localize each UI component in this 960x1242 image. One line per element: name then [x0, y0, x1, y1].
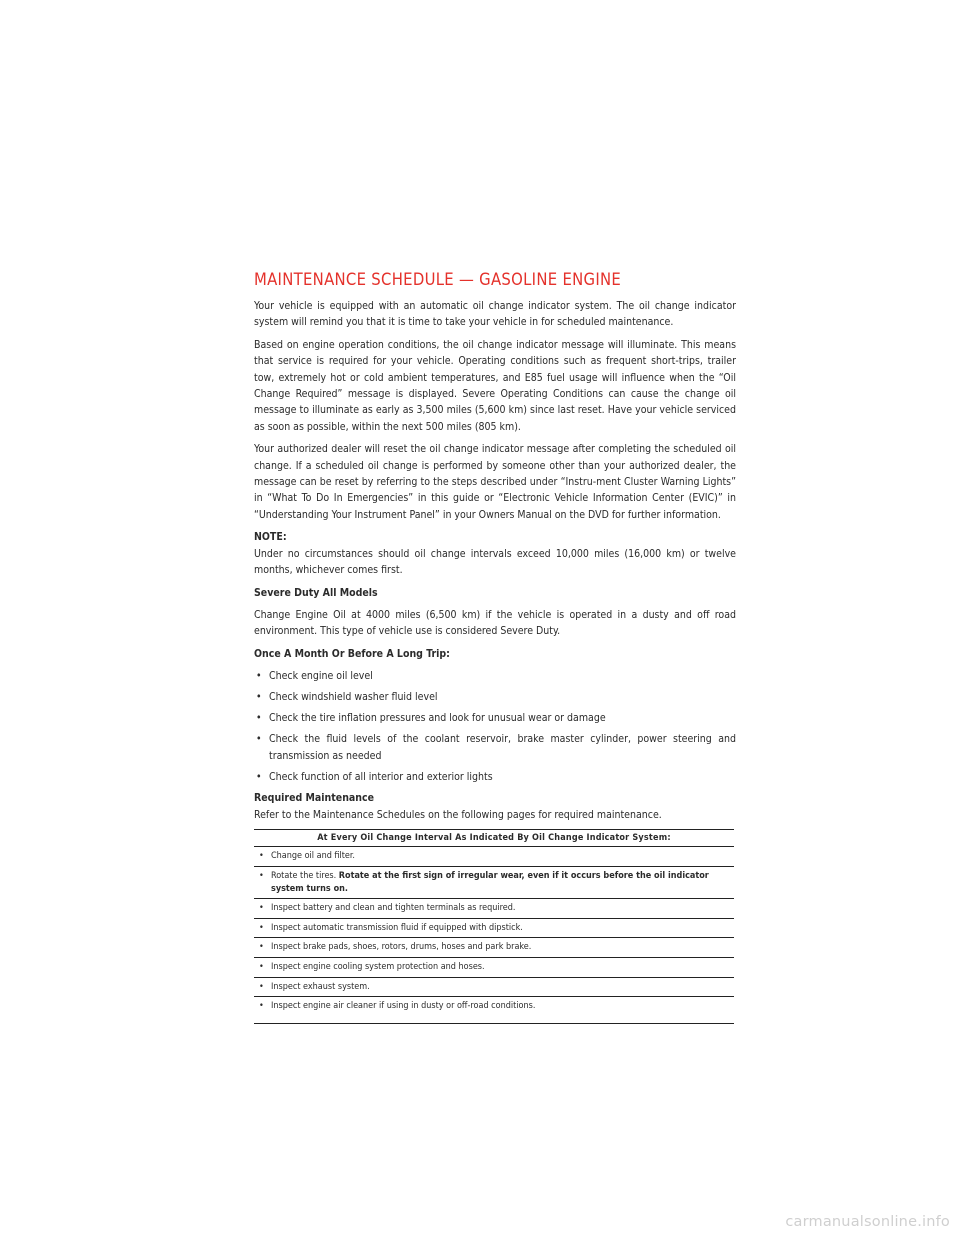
table-cell: • Inspect automatic transmission fluid if equipped with dipstick.: [254, 918, 734, 938]
required-maintenance-text: Refer to the Maintenance Schedules on the following pages for required maintenance.: [254, 808, 662, 821]
table-row: [254, 899, 734, 919]
table-row: [254, 938, 734, 958]
table-cell-emphasis: Rotate at the first sign of irregular wear, even if it occurs before the oil indicator system turns on.: [271, 870, 709, 894]
table-row: [254, 847, 734, 867]
table-cell: • Inspect brake pads, shoes, rotors, drums, hoses and park brake.: [254, 938, 734, 958]
table-cell: [254, 866, 734, 898]
required-maintenance-heading: Required Maintenance: [254, 791, 375, 804]
table-cell: • Change oil and filter.: [254, 847, 734, 867]
table-cell: • Inspect exhaust system.: [254, 977, 734, 997]
content-column: [254, 270, 736, 1024]
list-item: • Check windshield washer fluid level: [254, 689, 736, 705]
list-item: • Check function of all interior and exterior lights: [254, 769, 736, 785]
note-label: NOTE:: [254, 531, 287, 544]
dealer-reset-paragraph: Your authorized dealer will reset the oil change indicator message after completing the scheduled oil change. If a scheduled oil change is performed by someone other than your authorized dealer, the message can be reset by referring to the steps described under “Instru-ment Cluster Warning Lights” in “What To Do In Emergencies” in this guide or “Electronic Vehicle Information Center (EVIC)” in “Understanding Your Instrument Panel” in your Owners Manual on the DVD for further information.: [254, 443, 736, 521]
site-watermark: carmanualsonline.info: [785, 1214, 950, 1230]
monthly-check-list: [254, 668, 736, 785]
note-text: Under no circumstances should oil change intervals exceed 10,000 miles (16,000 km) or twelve months, whichever comes first.: [254, 547, 736, 577]
list-item: • Check the fluid levels of the coolant reservoir, brake master cylinder, power steering and transmission as needed: [254, 731, 736, 764]
list-item: • Check the tire inflation pressures and look for unusual wear or damage: [254, 710, 736, 726]
table-header-row: [254, 830, 734, 847]
table-cell-text: Rotate the tires.: [271, 870, 339, 881]
table-row: [254, 997, 734, 1024]
table-cell: • Inspect engine cooling system protection and hoses.: [254, 957, 734, 977]
operating-conditions-paragraph: Based on engine operation conditions, the oil change indicator message will illuminate. This means that service is required for your vehicle. Operating conditions such as frequent short-trips, trailer tow, extremely hot or cold ambient temperatures, and E85 fuel usage will influence when the “Oil Change Required” message is displayed. Severe Operating Conditions can cause the change oil message to illuminate as early as 3,500 miles (5,600 km) since last reset. Have your vehicle serviced as soon as possible, within the next 500 miles (805 km).: [254, 338, 736, 433]
table-cell: • Inspect battery and clean and tighten terminals as required.: [254, 899, 734, 919]
section-title: MAINTENANCE SCHEDULE — GASOLINE ENGINE: [254, 270, 622, 289]
table-row: [254, 977, 734, 997]
table-cell: • Inspect engine air cleaner if using in dusty or off-road conditions.: [254, 997, 734, 1024]
table-row: [254, 957, 734, 977]
monthly-check-heading: Once A Month Or Before A Long Trip:: [254, 647, 450, 660]
intro-paragraph: Your vehicle is equipped with an automatic oil change indicator system. The oil change indicator system will remind you that it is time to take your vehicle in for scheduled maintenance.: [254, 300, 736, 329]
severe-duty-text: Change Engine Oil at 4000 miles (6,500 km) if the vehicle is operated in a dusty and off road environment. This type of vehicle use is considered Severe Duty.: [254, 608, 736, 638]
table-row: [254, 918, 734, 938]
list-item: • Check engine oil level: [254, 668, 736, 684]
table-header: At Every Oil Change Interval As Indicated By Oil Change Indicator System:: [254, 830, 734, 847]
table-row: [254, 866, 734, 898]
oil-change-maintenance-table: [254, 829, 734, 1023]
severe-duty-heading: Severe Duty All Models: [254, 586, 378, 599]
